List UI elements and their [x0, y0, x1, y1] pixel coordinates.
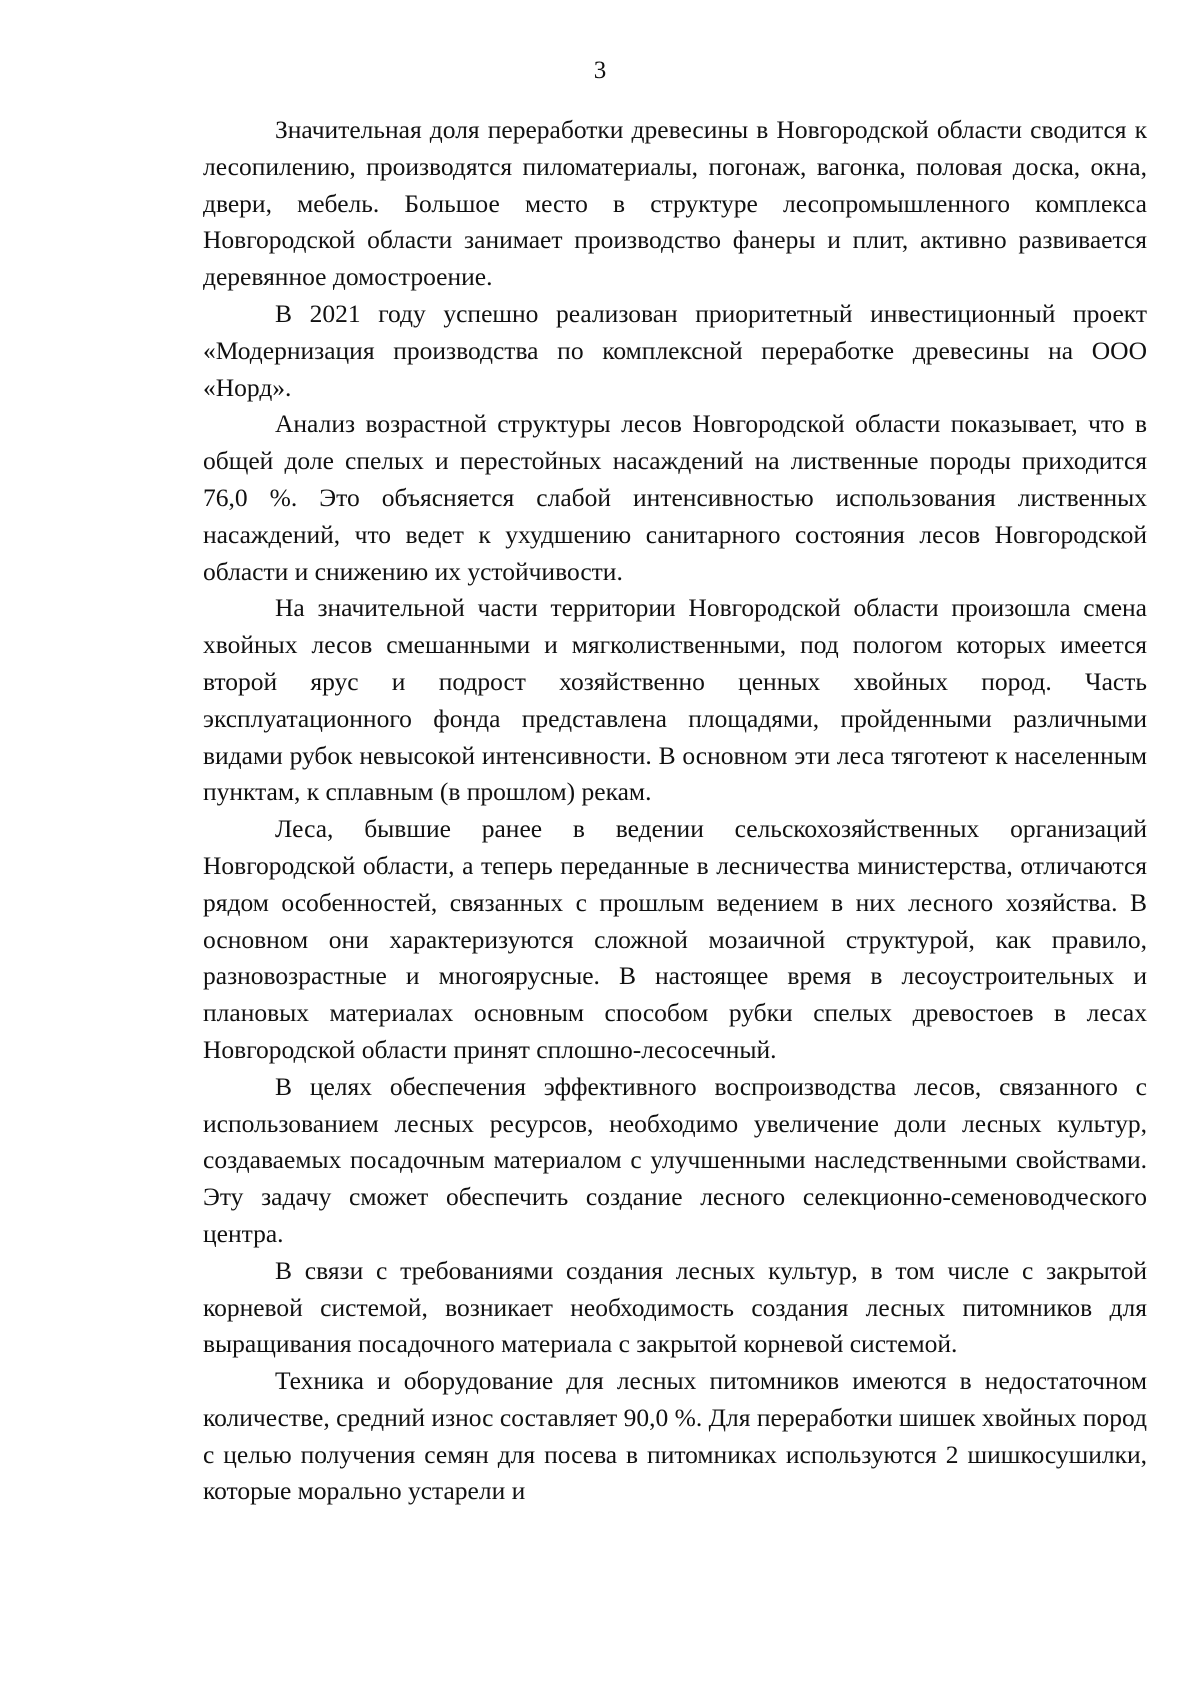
paragraph-wood-processing: Значительная доля переработки древесины в Новгородской области сводится к лесопилению, производятся пиломатериалы, погонаж, вагонка, половая доска, окна, двери, мебель. Большое место в структуре лесопромышленного комплекса Новгородской области занимает производство фанеры и плит, активно развивается деревянное домостроение.	[203, 115, 1147, 292]
page-number: 3	[593, 57, 607, 84]
paragraph-reproduction: В целях обеспечения эффективного воспроизводства лесов, связанного с использованием лесных ресурсов, необходимо увеличение доли лесных культур, создаваемых посадочным материалом с улучшенными наследственными свойствами. Эту задачу сможет обеспечить создание лесного селекционно-семеноводческого центра.	[203, 1071, 1147, 1248]
paragraph-forest-change: На значительной части территории Новгородской области произошла смена хвойных лесов смешанными и мягколиственными, под пологом которых имеется второй ярус и подрост хозяйственно ценных хвойных пород. Часть эксплуатационного фонда представлена площадями, пройденными различными видами рубок невысокой интенсивности. В основном эти леса тяготеют к населенным пунктам, к сплавным (в прошлом) рекам.	[203, 593, 1147, 807]
paragraph-agricultural-forests: Леса, бывшие ранее в ведении сельскохозяйственных организаций Новгородской области, а теперь переданные в лесничества министерства, отличаются рядом особенностей, связанных с прошлым ведением в них лесного хозяйства. В основном они характеризуются сложной мозаичной структурой, как правило, разновозрастные и многоярусные. В настоящее время в лесоустроительных и плановых материалах основным способом рубки спелых древостоев в лесах Новгородской области принят сплошно-лесосечный.	[203, 814, 1147, 1064]
document-body	[203, 112, 1147, 1510]
paragraph-age-structure: Анализ возрастной структуры лесов Новгородской области показывает, что в общей доле спелых и перестойных насаждений на лиственные породы приходится 76,0 %. Это объясняется слабой интенсивностью использования лиственных насаждений, что ведет к ухудшению санитарного состояния лесов Новгородской области и снижению их устойчивости.	[203, 409, 1147, 586]
paragraph-nurseries: В связи с требованиями создания лесных культур, в том числе с закрытой корневой системой, возникает необходимость создания лесных питомников для выращивания посадочного материала с закрытой корневой системой.	[203, 1255, 1147, 1359]
paragraph-investment-project: В 2021 году успешно реализован приоритетный инвестиционный проект «Модернизация производства по комплексной переработке древесины на ООО «Норд».	[203, 298, 1147, 402]
paragraph-equipment: Техника и оборудование для лесных питомников имеются в недостаточном количестве, средний износ составляет 90,0 %. Для переработки шишек хвойных пород с целью получения семян для посева в питомниках используются 2 шишкосушилки, которые морально устарели и	[203, 1366, 1147, 1506]
